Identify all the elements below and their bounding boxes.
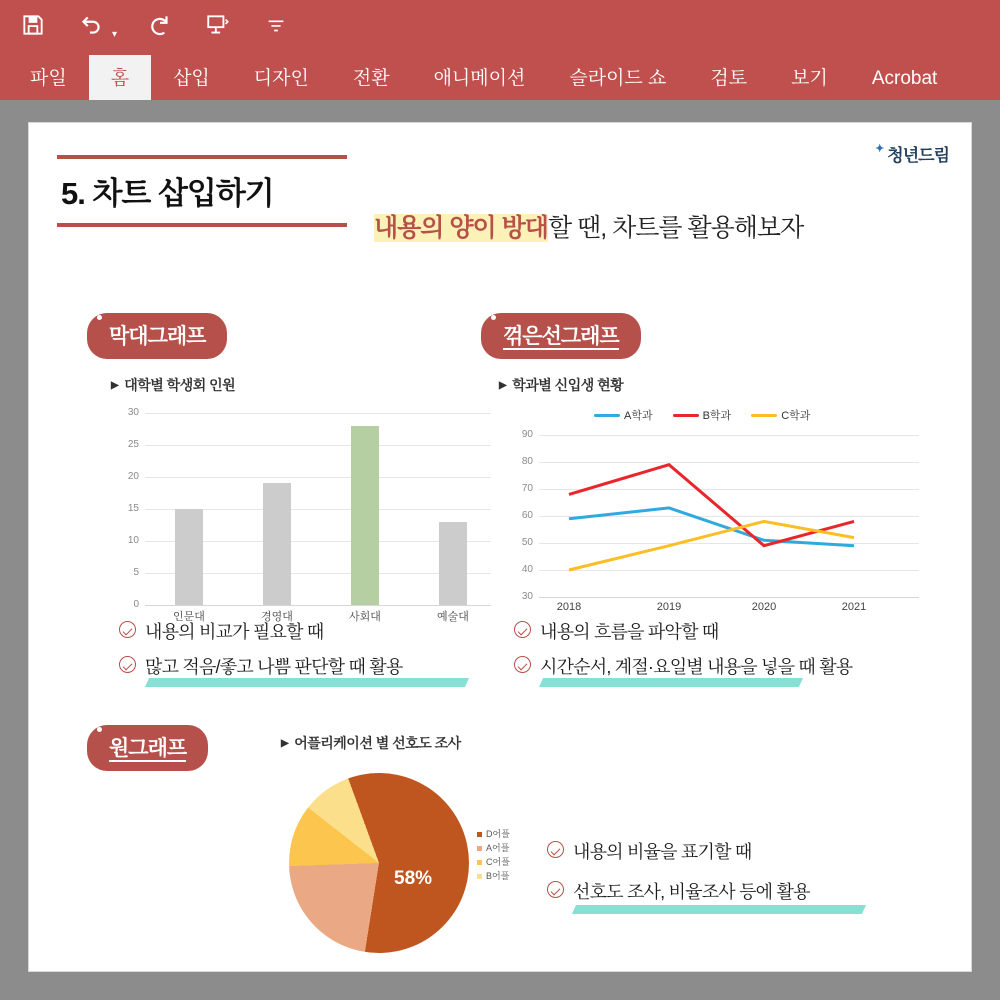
line-xlabel-2: 2020 <box>751 601 777 613</box>
pie-legend-item-0: D어플 <box>477 828 510 842</box>
label-bar-graph-text: 막대그래프 <box>109 325 206 348</box>
legend-swatch-icon <box>477 832 482 837</box>
legend-swatch-icon <box>594 414 620 417</box>
chart-line-title: ▶ 학과별 신입생 현황 <box>499 377 624 393</box>
triangle-right-icon: ▶ <box>499 379 507 391</box>
bullet-pie-1: 선호도 조사, 비율조사 등에 활용 <box>547 878 810 904</box>
pie-legend-item-1: A어플 <box>477 842 510 856</box>
check-circle-icon <box>119 621 136 638</box>
pie-chart <box>279 773 499 963</box>
pie-legend-item-3: B어플 <box>477 870 510 884</box>
line-xlabel-3: 2021 <box>841 601 867 613</box>
tab-design[interactable]: 디자인 <box>253 68 309 89</box>
bullet-bar-1: 많고 적음/좋고 나쁨 판단할 때 활용 <box>119 653 402 679</box>
slide-canvas[interactable] <box>28 122 972 972</box>
start-presentation-icon[interactable] <box>203 10 233 40</box>
redo-icon[interactable] <box>145 10 175 40</box>
label-pie-graph-text: 원그래프 <box>109 737 187 760</box>
bar-경영대 <box>263 483 291 605</box>
slide-stage <box>0 100 1000 1000</box>
chart-pie-title: ▶ 어플리케이션 별 선호도 조사 <box>281 735 461 751</box>
logo <box>875 141 949 166</box>
label-line-graph-text: 꺾은선그래프 <box>503 325 619 348</box>
chart-bar-panel[interactable] <box>111 375 491 624</box>
bullet-line-0: 내용의 흐름을 파악할 때 <box>514 618 718 644</box>
line-series-svg <box>499 429 919 619</box>
tab-acrobat[interactable]: Acrobat <box>871 68 938 89</box>
bar-인문대 <box>175 509 203 605</box>
pie-data-label: 58% <box>394 868 433 889</box>
tab-home[interactable]: 홈 <box>89 55 151 100</box>
tab-view[interactable]: 보기 <box>791 68 828 89</box>
pill-dot-icon <box>97 727 102 732</box>
bar-xlabel-3: 예술대 <box>437 611 469 623</box>
title-block <box>57 155 347 227</box>
customize-qat-icon[interactable] <box>261 10 291 40</box>
line-xlabel-1: 2019 <box>656 601 682 613</box>
tab-file[interactable]: 파일 <box>30 68 67 89</box>
check-circle-icon <box>547 881 564 898</box>
page-title: 5. 차트 삽입하기 <box>61 176 274 211</box>
tab-review[interactable]: 검토 <box>710 68 748 89</box>
undo-icon[interactable] <box>76 10 106 40</box>
logo-text: 청년드림 <box>887 146 949 165</box>
bar-xlabel-0: 인문대 <box>173 611 205 623</box>
label-line-graph <box>481 313 641 359</box>
legend-swatch-icon <box>751 414 777 417</box>
check-circle-icon <box>119 656 136 673</box>
legend-swatch-icon <box>673 414 699 417</box>
tab-slideshow[interactable]: 슬라이드 쇼 <box>569 68 667 89</box>
ribbon-tabs <box>0 50 1000 100</box>
legend-swatch-icon <box>477 846 482 851</box>
legend-swatch-icon <box>477 874 482 879</box>
save-icon[interactable] <box>18 10 48 40</box>
pie-slices <box>289 773 469 953</box>
pie-legend <box>477 828 510 884</box>
tab-insert[interactable]: 삽입 <box>173 68 210 89</box>
swoosh-highlight-bar <box>145 678 469 687</box>
bar-chart: 30 25 20 15 10 5 0 인문대 경영대 사회대 예술대 <box>111 409 491 624</box>
bullet-pie-0: 내용의 비율을 표기할 때 <box>547 838 751 864</box>
bullet-bar-0: 내용의 비교가 필요할 때 <box>119 618 323 644</box>
quick-access-toolbar <box>0 0 1000 50</box>
bullet-line-1: 시간순서, 계절·요일별 내용을 넣을 때 활용 <box>514 653 852 679</box>
title-rule-bottom <box>57 223 347 227</box>
check-circle-icon <box>514 656 531 673</box>
swoosh-highlight-pie <box>572 905 866 914</box>
bar-예술대 <box>439 522 467 605</box>
headline <box>374 208 803 244</box>
headline-highlight: 내용의 양이 방대 <box>374 214 548 242</box>
pill-dot-icon <box>491 315 496 320</box>
chart-line-panel[interactable] <box>499 375 919 619</box>
line-chart-legend <box>594 407 919 423</box>
label-bar-graph <box>87 313 227 359</box>
bar-사회대 <box>351 426 379 605</box>
pie-legend-item-2: C어플 <box>477 856 510 870</box>
legend-item-1: B학과 <box>673 407 732 423</box>
line-xlabel-0: 2018 <box>556 601 582 613</box>
swoosh-highlight-line <box>539 678 803 687</box>
line-chart: 90 80 70 60 50 40 30 2018 2019 2020 2021 <box>499 429 919 619</box>
pill-dot-icon <box>97 315 102 320</box>
ribbon <box>0 0 1000 100</box>
check-circle-icon <box>547 841 564 858</box>
undo-dropdown-caret-icon[interactable]: ▾ <box>112 29 118 40</box>
legend-item-2: C학과 <box>751 407 810 423</box>
check-circle-icon <box>514 621 531 638</box>
tab-transitions[interactable]: 전환 <box>352 68 390 89</box>
legend-item-0: A학과 <box>594 407 653 423</box>
bar-xlabel-1: 경영대 <box>261 611 293 623</box>
logo-mark-icon: ✦ <box>875 143 885 155</box>
chart-bar-title: ▶ 대학별 학생회 인원 <box>111 377 236 393</box>
tab-animations[interactable]: 애니메이션 <box>433 68 526 89</box>
label-pie-graph <box>87 725 208 771</box>
triangle-right-icon: ▶ <box>111 379 119 391</box>
bar-xlabel-2: 사회대 <box>349 611 381 623</box>
headline-rest: 할 땐, 차트를 활용해보자 <box>547 214 804 242</box>
legend-swatch-icon <box>477 860 482 865</box>
triangle-right-icon: ▶ <box>281 737 289 749</box>
